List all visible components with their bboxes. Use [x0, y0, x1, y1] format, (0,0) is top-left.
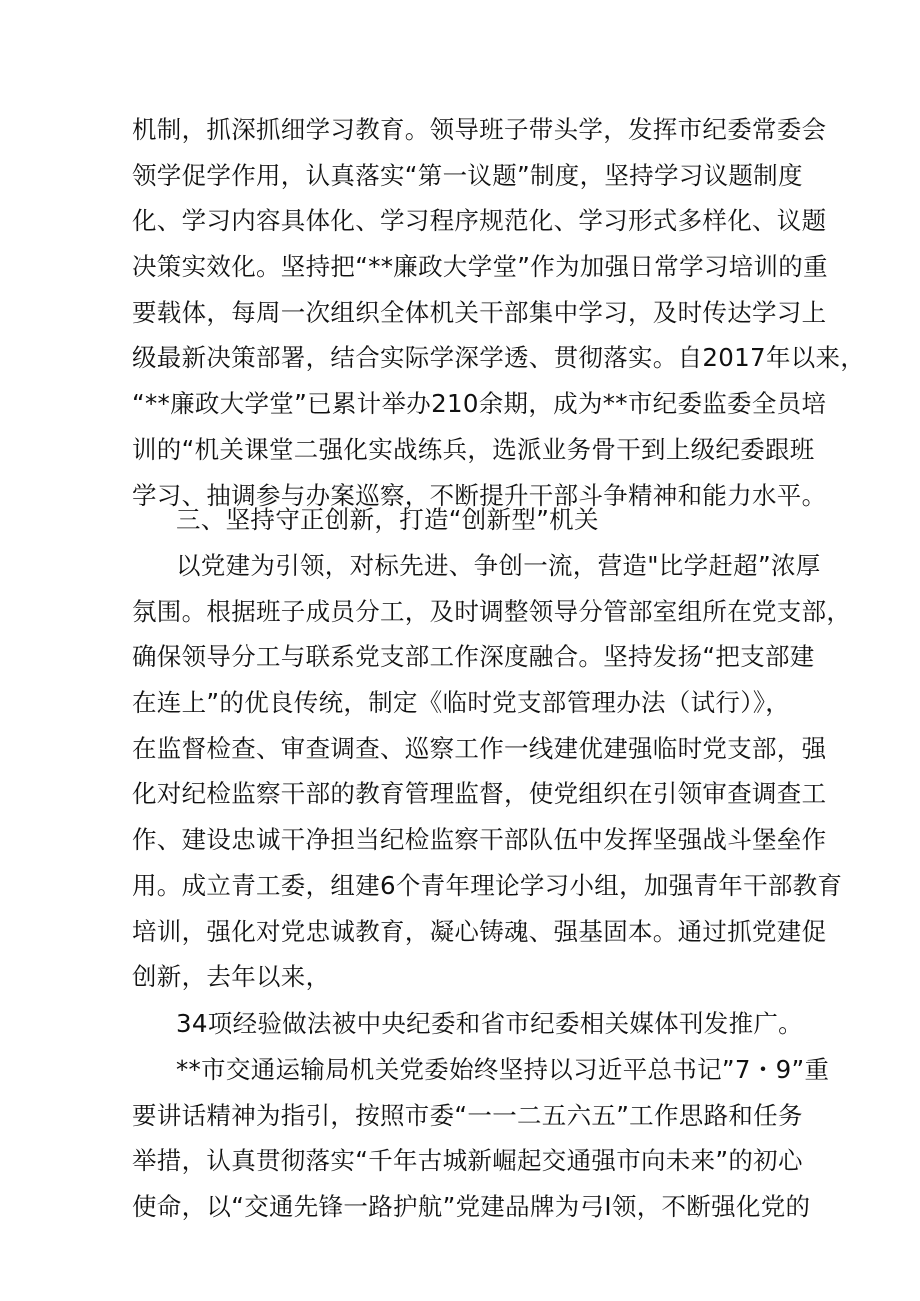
text-line: 举措，认真贯彻落实“千年古城新崛起交通强市向未来”的初心 — [132, 1146, 803, 1176]
text-line: 氛围。根据班子成员分工，及时调整领导分管部室组所在党支部， — [132, 596, 852, 626]
text-line: 化、学习内容具体化、学习程序规范化、学习形式多样化、议题 — [132, 206, 827, 236]
text-line: 用。成立青工委，组建6个青年理论学习小组，加强青年干部教育 — [132, 870, 843, 900]
text-line: 要载体，每周一次组织全体机关干部集中学习，及时传达学习上 — [132, 297, 827, 327]
section-heading-text: 三、坚持守正创新，打造“创新型”机关 — [176, 505, 599, 534]
section-heading-3 — [132, 497, 812, 543]
text-line: 机制，抓深抓细学习教育。领导班子带头学，发挥市纪委常委会 — [132, 115, 827, 144]
text-line: 训的“机关课堂二强化实战练兵，选派业务骨干到上级纪委跟班 — [132, 434, 815, 464]
paragraph-party-building — [132, 543, 852, 1000]
text-line: 以党建为引领，对标先进、争创一流，营造"比学赶超”浓厚 — [176, 551, 821, 580]
paragraph-transport-bureau — [132, 1047, 830, 1230]
paragraph-learning-education — [132, 107, 866, 518]
text-line: 决策实效化。坚持把“**廉政大学堂”作为加强日常学习培训的重 — [132, 252, 828, 282]
text-line: 作、建设忠诚干净担当纪检监察干部队伍中发挥坚强战斗堡垒作 — [132, 825, 827, 855]
text-line: “**廉政大学堂”已累计举办210余期，成为**市纪委监委全员培 — [132, 389, 827, 419]
text-line: 学习、抽调参与办案巡察，不断提升干部斗争精神和能力水平。 — [132, 480, 827, 510]
text-line: 在连上”的优良传统，制定《临时党支部管理办法（试行）》， — [132, 688, 791, 718]
paragraph-experience — [132, 1001, 812, 1047]
text-line: 化对纪检监察干部的教育管理监督，使党组织在引领审查调查工 — [132, 779, 827, 809]
text-line: 34项经验做法被中央纪委和省市纪委相关媒体刊发推广。 — [176, 1009, 803, 1038]
text-line: 创新，去年以来， — [132, 962, 331, 992]
text-line: 确保领导分工与联系党支部工作深度融合。坚持发扬“把支部建 — [132, 642, 815, 672]
text-line: 使命，以“交通先锋一路护航”党建品牌为弓I领，不断强化党的 — [132, 1192, 811, 1222]
text-line: **市交通运输局机关党委始终坚持以习近平总书记”7・9”重 — [176, 1055, 830, 1084]
text-line: 领学促学作用，认真落实“第一议题”制度，坚持学习议题制度 — [132, 160, 803, 190]
text-line: 在监督检查、审查调查、巡察工作一线建优建强临时党支部，强 — [132, 733, 827, 763]
text-line: 要讲话精神为指引，按照市委“一一二五六五”工作思路和任务 — [132, 1100, 803, 1130]
text-line: 培训，强化对党忠诚教育，凝心铸魂、强基固本。通过抓党建促 — [132, 916, 827, 946]
text-line: 级最新决策部署，结合实际学深学透、贯彻落实。自2017年以来， — [132, 343, 866, 373]
